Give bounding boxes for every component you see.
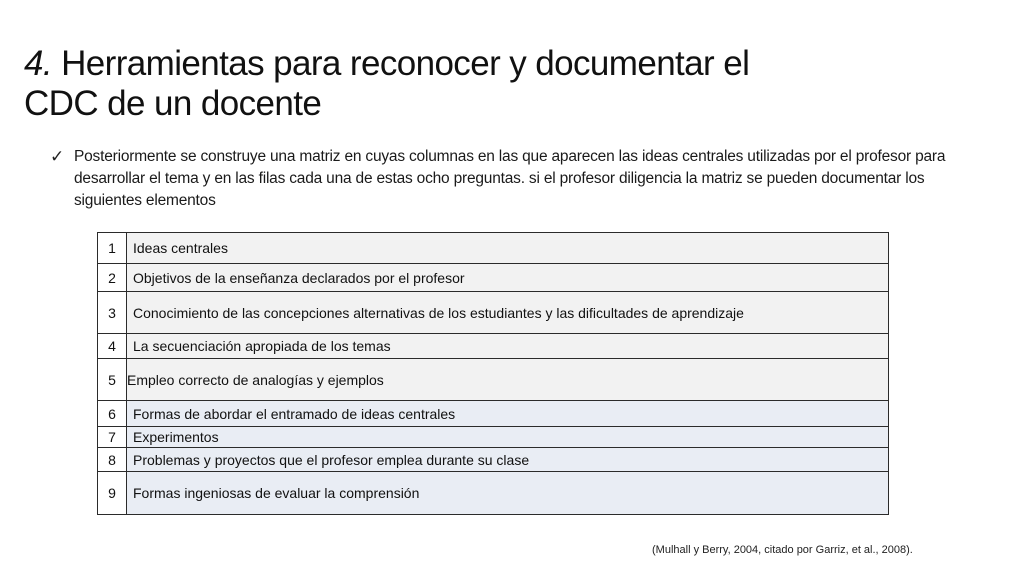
checkmark-icon: ✓: [50, 147, 65, 166]
elements-table: [97, 232, 889, 515]
row-text: Objetivos de la enseñanza declarados por el profesor: [127, 264, 889, 292]
table-row: [98, 401, 889, 427]
row-text: Formas ingeniosas de evaluar la comprensión: [127, 472, 889, 515]
row-number: 8: [98, 448, 127, 472]
row-number: 6: [98, 401, 127, 427]
title-number: 4.: [24, 44, 52, 83]
row-number: 1: [98, 233, 127, 264]
title-line2: CDC de un docente: [24, 84, 322, 123]
table-row: [98, 292, 889, 334]
row-number: 5: [98, 359, 127, 401]
row-number: 2: [98, 264, 127, 292]
bullet-text: Posteriormente se construye una matriz en cuyas columnas en las que aparecen las ideas centrales utilizadas por el profesor para desarrollar el tema y en las filas cada una de estas ocho preguntas. si el profesor diligencia la matriz se pueden documentar los siguientes elementos: [74, 148, 946, 209]
table-row: [98, 472, 889, 515]
title-text: Herramientas para reconocer y documentar el: [52, 44, 750, 83]
bullet-point: [50, 146, 990, 212]
citation: (Mulhall y Berry, 2004, citado por Garriz, et al., 2008).: [652, 544, 913, 556]
table-row: [98, 448, 889, 472]
table-row: [98, 427, 889, 448]
row-number: 9: [98, 472, 127, 515]
row-text: Empleo correcto de analogías y ejemplos: [127, 359, 889, 401]
row-number: 7: [98, 427, 127, 448]
row-text: La secuenciación apropiada de los temas: [127, 334, 889, 359]
row-number: 3: [98, 292, 127, 334]
table-row: [98, 334, 889, 359]
row-text: Problemas y proyectos que el profesor emplea durante su clase: [127, 448, 889, 472]
row-text: Formas de abordar el entramado de ideas centrales: [127, 401, 889, 427]
row-text: Conocimiento de las concepciones alternativas de los estudiantes y las dificultades de aprendizaje: [127, 292, 889, 334]
table-row: [98, 264, 889, 292]
row-text: Experimentos: [127, 427, 889, 448]
table-row: [98, 233, 889, 264]
row-number: 4: [98, 334, 127, 359]
slide-title: [24, 44, 924, 124]
row-text: Ideas centrales: [127, 233, 889, 264]
table-row: [98, 359, 889, 401]
